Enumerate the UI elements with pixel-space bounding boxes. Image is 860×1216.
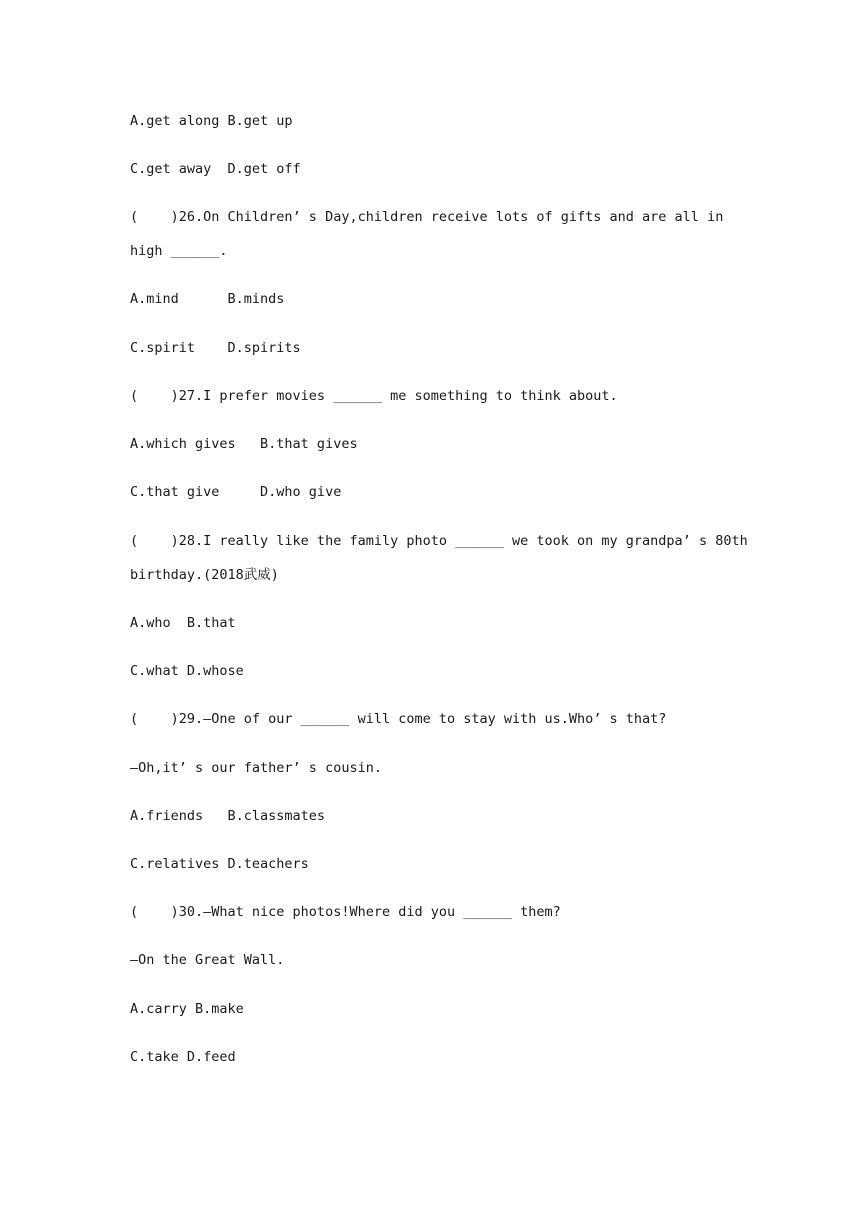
q27-options-cd: C.that give D.who give	[130, 484, 342, 500]
q26-options-cd: C.spirit D.spirits	[130, 340, 301, 356]
q25-options-cd: C.get away D.get off	[130, 161, 301, 177]
q30-options-ab: A.carry B.make	[130, 1001, 244, 1017]
q29-options-ab: A.friends B.classmates	[130, 808, 326, 824]
q30-options-cd: C.take D.feed	[130, 1049, 236, 1065]
q27-options-ab: A.which gives B.that gives	[130, 436, 358, 452]
q28-question-cont: birthday.(2018武威)	[130, 567, 279, 583]
q30-question: ( )30.—What nice photos!Where did you ______ them?	[130, 904, 561, 920]
q28-options-cd: C.what D.whose	[130, 663, 244, 679]
q25-options-ab: A.get along B.get up	[130, 113, 293, 129]
q29-answer-line: —Oh,it’ s our father’ s cousin.	[130, 760, 382, 776]
q29-question: ( )29.—One of our ______ will come to stay with us.Who’ s that?	[130, 711, 667, 727]
q29-options-cd: C.relatives D.teachers	[130, 856, 309, 872]
q28-options-ab: A.who B.that	[130, 615, 236, 631]
q28-question: ( )28.I really like the family photo ______ we took on my grandpa’ s 80th	[130, 533, 748, 549]
q26-options-ab: A.mind B.minds	[130, 291, 285, 307]
q26-question: ( )26.On Children’ s Day,children receive lots of gifts and are all in	[130, 209, 724, 225]
q26-question-cont: high ______.	[130, 243, 228, 259]
q27-question: ( )27.I prefer movies ______ me something to think about.	[130, 388, 618, 404]
q30-answer-line: —On the Great Wall.	[130, 952, 285, 968]
